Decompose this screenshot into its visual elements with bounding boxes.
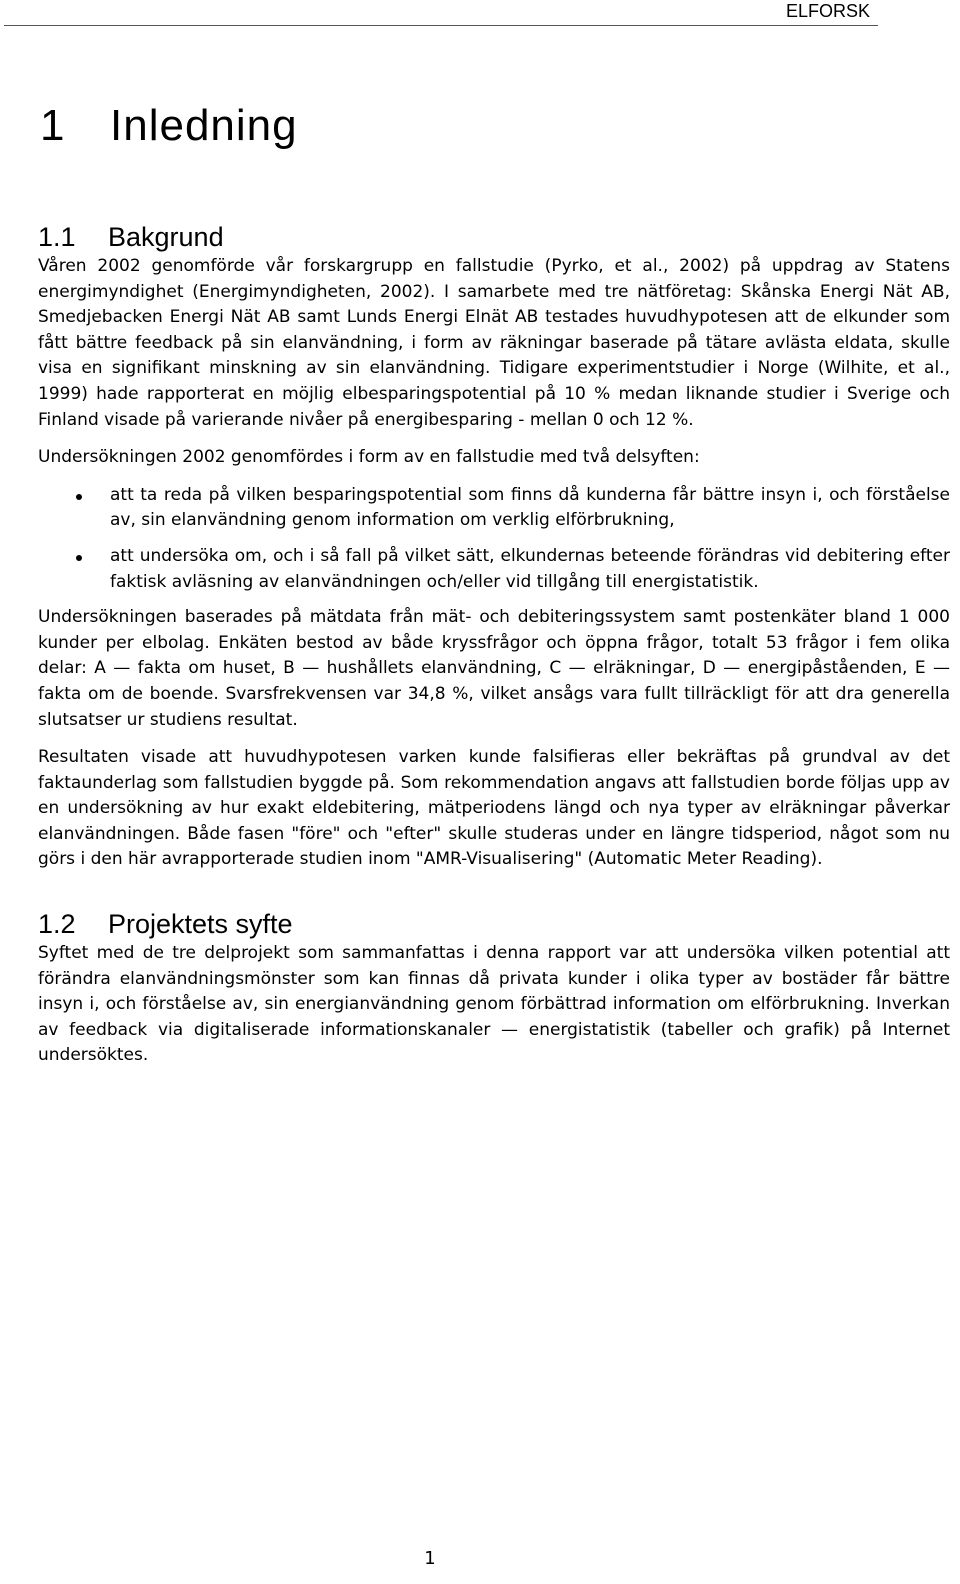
- document-body: [38, 96, 950, 1069]
- section-title: Projektets syfte: [108, 909, 293, 940]
- paragraph: Våren 2002 genomförde vår forskargrupp en fallstudie (Pyrko, et al., 2002) på uppdrag av Statens energimyndighet (Energimyndigheten, 2002). I samarbete med tre nätföretag: Skånska Energi Nät AB, Smedjebacken Energi Nät AB samt Lunds Energi Elnät AB testades huvudhypotesen att de elkunder som fått bättre feedback på sin elanvändning, i form av räkningar baserade på tätare avlästa eldata, skulle visa en signifikant minskning av sin elanvändning. Tidigare experimentstudier i Norge (Wilhite, et al., 1999) hade rapporterat en möjlig elbesparingspotential på 10 % medan liknande studier i Sverige och Finland visade på varierande nivåer på energibesparing - mellan 0 och 12 %.: [38, 256, 950, 430]
- chapter-number: 1: [40, 101, 66, 150]
- section-number: 1.2: [38, 909, 76, 940]
- list-item-text: att undersöka om, och i så fall på vilket sätt, elkundernas beteende förändras vid debitering efter faktisk avläsning av elanvändningen och/eller vid tillgång till energistatistik.: [110, 545, 950, 592]
- chapter-title: Inledning: [110, 101, 298, 150]
- page-header: [0, 0, 960, 26]
- section-number: 1.1: [38, 222, 76, 252]
- list-item-text: att ta reda på vilken besparingspotential som finns då kunderna får bättre insyn i, och förståelse av, sin elanvändning genom information om verklig elförbrukning,: [110, 484, 950, 531]
- paragraph: Syftet med de tre delprojekt som sammanfattas i denna rapport var att undersöka vilken potential att förändra elanvändningsmönster som kan finnas då privata kunder i olika typer av bostäder får bättre insyn i, och förståelse av, sin energianvändning genom förbättrad information om elförbrukning. Inverkan av feedback via digitaliserade informationskanaler — energistatistik (tabeller och grafik) på Internet undersöktes.: [38, 943, 950, 1066]
- header-divider: [4, 25, 878, 26]
- paragraph: Undersökningen 2002 genomfördes i form av en fallstudie med två delsyften:: [38, 447, 700, 468]
- paragraph: Undersökningen baserades på mätdata från mät- och debiteringssystem samt postenkäter bland 1 000 kunder per elbolag. Enkäten bestod av både kryssfrågor och öppna frågor, totalt 53 frågor i fem olika delar: A — fakta om huset, B — hushållets elanvändning, C — elräkningar, D — energipåståenden, E — fakta om de boende. Svarsfrekvensen var 34,8 %, vilket ansågs vara fullt tillräckligt för att dra generella slutsatser ur studiens resultat.: [38, 607, 950, 730]
- bullet-icon: [76, 494, 82, 500]
- paragraph: Resultaten visade att huvudhypotesen varken kunde falsifieras eller bekräftas på grundval av det faktaunderlag som fallstudien byggde på. Som rekommendation angavs att fallstudien borde följas upp av en undersökning av hur exakt eldebitering, mätperiodens längd och nya typer av elräkningar påverkar elanvändningen. Både fasen "före" och "efter" skulle studeras under en längre tidsperiod, något som nu görs i den här avrapporterade studien inom "AMR-Visualisering" (Automatic Meter Reading).: [38, 747, 950, 870]
- chapter-heading: [40, 96, 950, 156]
- section-heading-projektets-syfte: [38, 907, 950, 941]
- bullet-list: [38, 483, 950, 595]
- list-item: [38, 483, 950, 534]
- list-item: [38, 544, 950, 595]
- section-title: Bakgrund: [108, 222, 224, 252]
- page-number: 1: [424, 1548, 436, 1569]
- header-title: ELFORSK: [785, 1, 871, 21]
- section-heading-bakgrund: [38, 220, 950, 254]
- bullet-icon: [76, 555, 82, 561]
